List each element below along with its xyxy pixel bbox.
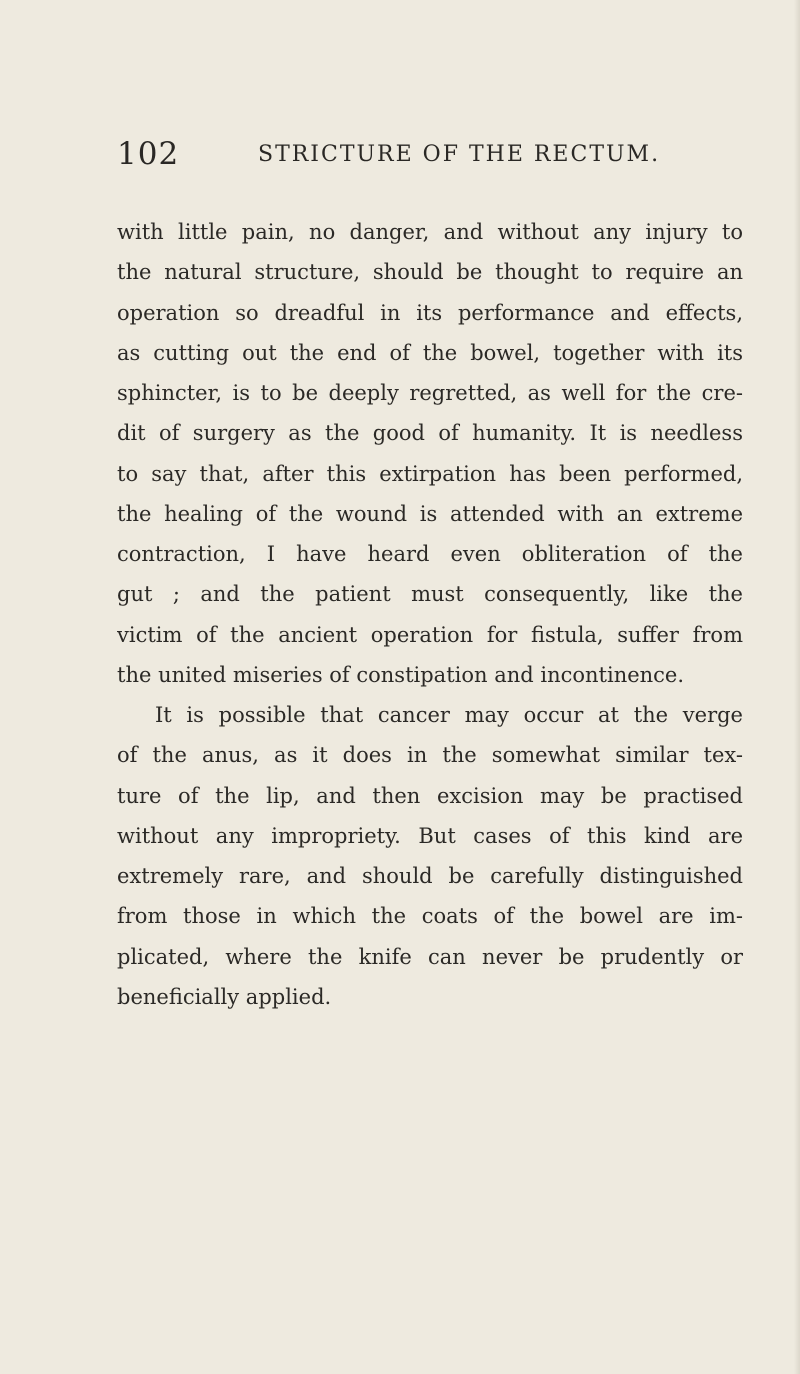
text-line: ture of the lip, and then excision may be practised <box>117 783 743 808</box>
text-line-paragraph-start: It is possible that cancer may occur at the verge <box>155 703 743 727</box>
text-line: extremely rare, and should be carefully distinguished <box>117 864 743 888</box>
text-line: the united miseries of constipation and incontinence. <box>117 662 685 687</box>
page-number: 102 <box>117 136 180 172</box>
page-header <box>117 136 757 176</box>
text-line: the healing of the wound is attended with an extreme <box>117 501 743 526</box>
text-line: dit of surgery as the good of humanity. It is needless <box>117 421 743 446</box>
text-line: plicated, where the knife can never be prudently or <box>117 944 743 969</box>
text-line: to say that, after this extirpation has been performed, <box>117 461 743 486</box>
text-line: of the anus, as it does in the somewhat similar tex- <box>117 743 743 768</box>
text-line: contraction, I have heard even obliteration of the <box>117 542 743 566</box>
running-head: STRICTURE OF THE RECTUM. <box>258 142 661 167</box>
page-edge-shadow <box>794 0 800 1374</box>
text-line: with little pain, no danger, and without any injury to <box>117 220 743 244</box>
text-line: beneficially applied. <box>117 984 332 1009</box>
text-line: the natural structure, should be thought to require an <box>117 260 743 285</box>
text-line: from those in which the coats of the bowel are im- <box>117 904 743 929</box>
body-text <box>117 212 743 1017</box>
text-line: victim of the ancient operation for fistula, suffer from <box>117 622 743 647</box>
text-line: as cutting out the end of the bowel, together with its <box>117 340 743 365</box>
text-line: gut ; and the patient must consequently, like the <box>117 582 743 607</box>
text-line: without any impropriety. But cases of this kind are <box>117 823 743 848</box>
text-line: operation so dreadful in its performance and effects, <box>117 300 743 325</box>
text-line: sphincter, is to be deeply regretted, as well for the cre- <box>117 381 743 405</box>
